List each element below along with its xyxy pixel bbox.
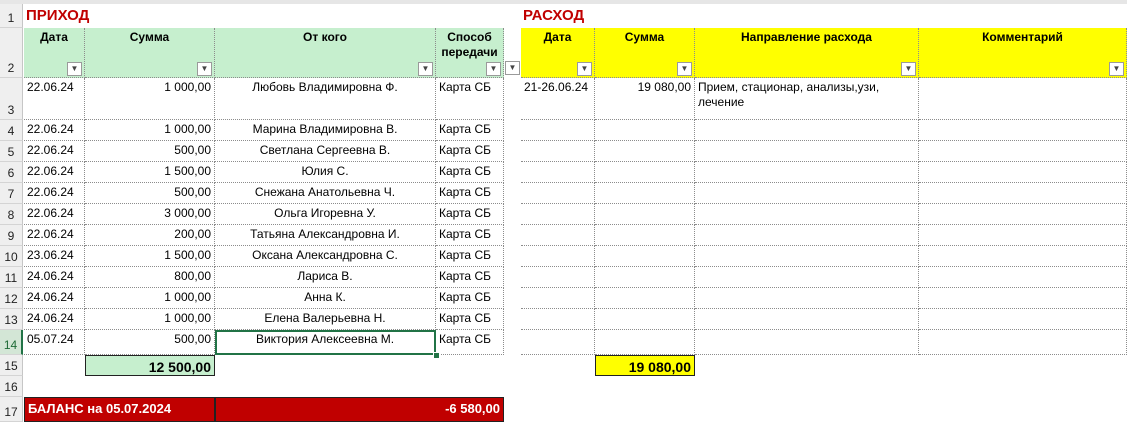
expense-cell-direction[interactable]: [695, 162, 919, 183]
expense-cell-comment[interactable]: [919, 78, 1127, 120]
expense-cell-amount[interactable]: 19 080,00: [595, 78, 695, 120]
income-total: 12 500,00: [85, 355, 215, 376]
expense-cell-amount[interactable]: [595, 225, 695, 246]
expense-cell-date[interactable]: [521, 120, 595, 141]
income-cell-date[interactable]: 22.06.24: [24, 120, 85, 141]
income-cell-method[interactable]: Карта СБ: [436, 330, 504, 355]
income-cell-from[interactable]: Виктория Алексеевна М.: [215, 330, 436, 355]
income-cell-amount[interactable]: 200,00: [85, 225, 215, 246]
row-header-15[interactable]: 15: [0, 355, 23, 376]
expense-total: 19 080,00: [595, 355, 695, 376]
filter-dropdown-icon[interactable]: ▼: [577, 62, 592, 76]
expense-cell-direction[interactable]: [695, 246, 919, 267]
expense-cell-comment[interactable]: [919, 330, 1127, 355]
expense-title: РАСХОД: [523, 7, 585, 24]
income-title: ПРИХОД: [26, 7, 90, 24]
income-cell-amount[interactable]: 3 000,00: [85, 204, 215, 225]
expense-cell-date[interactable]: [521, 309, 595, 330]
expense-cell-comment[interactable]: [919, 267, 1127, 288]
income-cell-date[interactable]: 23.06.24: [24, 246, 85, 267]
income-cell-method[interactable]: Карта СБ: [436, 204, 504, 225]
expense-cell-direction[interactable]: [695, 204, 919, 225]
expense-cell-comment[interactable]: [919, 246, 1127, 267]
filter-dropdown-icon[interactable]: ▼: [505, 61, 520, 75]
expense-header-amount[interactable]: Сумма ▼: [595, 28, 695, 78]
income-cell-date[interactable]: 24.06.24: [24, 267, 85, 288]
income-cell-amount[interactable]: 500,00: [85, 183, 215, 204]
income-cell-method[interactable]: Карта СБ: [436, 267, 504, 288]
income-cell-from[interactable]: Любовь Владимировна Ф.: [215, 78, 436, 120]
row-header-10[interactable]: 10: [0, 246, 23, 267]
expense-cell-comment[interactable]: [919, 141, 1127, 162]
income-cell-from[interactable]: Светлана Сергеевна В.: [215, 141, 436, 162]
expense-cell-comment[interactable]: [919, 183, 1127, 204]
income-cell-method[interactable]: Карта СБ: [436, 120, 504, 141]
income-cell-amount[interactable]: 1 000,00: [85, 78, 215, 120]
row-header-16[interactable]: 16: [0, 376, 23, 397]
expense-cell-direction[interactable]: [695, 120, 919, 141]
expense-cell-comment[interactable]: [919, 225, 1127, 246]
income-cell-amount[interactable]: 500,00: [85, 330, 215, 355]
row-header-7[interactable]: 7: [0, 183, 23, 204]
expense-header-comment[interactable]: Комментарий ▼: [919, 28, 1127, 78]
row-header-14[interactable]: 14: [0, 330, 23, 355]
expense-cell-direction[interactable]: [695, 225, 919, 246]
expense-cell-comment[interactable]: [919, 309, 1127, 330]
income-cell-from[interactable]: Елена Валерьевна Н.: [215, 309, 436, 330]
income-cell-from[interactable]: Оксана Александровна С.: [215, 246, 436, 267]
expense-cell-date[interactable]: [521, 162, 595, 183]
expense-cell-direction[interactable]: [695, 141, 919, 162]
balance-label: БАЛАНС на 05.07.2024: [24, 397, 215, 422]
expense-cell-amount[interactable]: [595, 141, 695, 162]
income-cell-date[interactable]: 22.06.24: [24, 162, 85, 183]
income-cell-from[interactable]: Анна К.: [215, 288, 436, 309]
income-header-date[interactable]: Дата ▼: [24, 28, 85, 78]
income-cell-date[interactable]: 05.07.24: [24, 330, 85, 355]
income-cell-from[interactable]: Ольга Игоревна У.: [215, 204, 436, 225]
income-cell-date[interactable]: 22.06.24: [24, 141, 85, 162]
filter-dropdown-icon[interactable]: ▼: [418, 62, 433, 76]
expense-cell-amount[interactable]: [595, 309, 695, 330]
filter-dropdown-icon[interactable]: ▼: [486, 62, 501, 76]
selection-fill-handle[interactable]: [433, 352, 440, 359]
expense-cell-amount[interactable]: [595, 288, 695, 309]
income-cell-from[interactable]: Татьяна Александровна И.: [215, 225, 436, 246]
expense-header-direction[interactable]: Направление расхода ▼: [695, 28, 919, 78]
expense-cell-comment[interactable]: [919, 204, 1127, 225]
balance-value: -6 580,00: [215, 397, 504, 422]
income-header-method[interactable]: Способ передачи ▼: [436, 28, 504, 78]
row-header-13[interactable]: 13: [0, 309, 23, 330]
expense-cell-direction[interactable]: [695, 330, 919, 355]
row-header-9[interactable]: 9: [0, 225, 23, 246]
income-cell-method[interactable]: Карта СБ: [436, 183, 504, 204]
filter-dropdown-icon[interactable]: ▼: [1109, 62, 1124, 76]
expense-cell-direction[interactable]: Прием, стационар, анализы,узи, лечение: [695, 78, 919, 120]
row-header-11[interactable]: 11: [0, 267, 23, 288]
expense-cell-comment[interactable]: [919, 162, 1127, 183]
row-header-3[interactable]: 3: [0, 78, 23, 120]
filter-dropdown-icon[interactable]: ▼: [901, 62, 916, 76]
row-header-6[interactable]: 6: [0, 162, 23, 183]
income-cell-amount[interactable]: 1 500,00: [85, 246, 215, 267]
income-cell-method[interactable]: Карта СБ: [436, 288, 504, 309]
expense-cell-date[interactable]: [521, 204, 595, 225]
income-cell-from[interactable]: Юлия С.: [215, 162, 436, 183]
income-cell-from[interactable]: Лариса В.: [215, 267, 436, 288]
expense-cell-direction[interactable]: [695, 267, 919, 288]
expense-cell-date[interactable]: 21-26.06.24: [521, 78, 595, 120]
income-cell-from[interactable]: Марина Владимировна В.: [215, 120, 436, 141]
row-header-5[interactable]: 5: [0, 141, 23, 162]
expense-header-date[interactable]: Дата ▼: [521, 28, 595, 78]
income-header-from[interactable]: От кого ▼: [215, 28, 436, 78]
expense-cell-amount[interactable]: [595, 162, 695, 183]
income-cell-date[interactable]: 22.06.24: [24, 225, 85, 246]
filter-dropdown-icon[interactable]: ▼: [197, 62, 212, 76]
expense-cell-direction[interactable]: [695, 183, 919, 204]
expense-cell-amount[interactable]: [595, 246, 695, 267]
row-header-12[interactable]: 12: [0, 288, 23, 309]
expense-cell-date[interactable]: [521, 246, 595, 267]
income-cell-amount[interactable]: 1 500,00: [85, 162, 215, 183]
income-cell-amount[interactable]: 500,00: [85, 141, 215, 162]
income-cell-amount[interactable]: 800,00: [85, 267, 215, 288]
income-cell-method[interactable]: Карта СБ: [436, 225, 504, 246]
expense-cell-comment[interactable]: [919, 288, 1127, 309]
income-cell-method[interactable]: Карта СБ: [436, 246, 504, 267]
row-header-17[interactable]: 17: [0, 397, 23, 422]
income-cell-date[interactable]: 22.06.24: [24, 183, 85, 204]
expense-cell-amount[interactable]: [595, 204, 695, 225]
expense-cell-amount[interactable]: [595, 183, 695, 204]
row-header-1[interactable]: 1: [0, 4, 23, 28]
income-cell-date[interactable]: 24.06.24: [24, 309, 85, 330]
expense-cell-date[interactable]: [521, 330, 595, 355]
expense-cell-comment[interactable]: [919, 120, 1127, 141]
income-cell-from[interactable]: Снежана Анатольевна Ч.: [215, 183, 436, 204]
expense-cell-date[interactable]: [521, 141, 595, 162]
expense-cell-date[interactable]: [521, 288, 595, 309]
income-cell-date[interactable]: 24.06.24: [24, 288, 85, 309]
expense-cell-direction[interactable]: [695, 309, 919, 330]
expense-cell-amount[interactable]: [595, 330, 695, 355]
filter-dropdown-icon[interactable]: ▼: [677, 62, 692, 76]
income-cell-date[interactable]: 22.06.24: [24, 204, 85, 225]
income-cell-date[interactable]: 22.06.24: [24, 78, 85, 120]
income-cell-method[interactable]: Карта СБ: [436, 162, 504, 183]
income-cell-method[interactable]: Карта СБ: [436, 141, 504, 162]
income-header-amount[interactable]: Сумма ▼: [85, 28, 215, 78]
expense-cell-amount[interactable]: [595, 120, 695, 141]
filter-dropdown-icon[interactable]: ▼: [67, 62, 82, 76]
income-cell-amount[interactable]: 1 000,00: [85, 288, 215, 309]
income-cell-method[interactable]: Карта СБ: [436, 78, 504, 120]
income-cell-method[interactable]: Карта СБ: [436, 309, 504, 330]
row-header-4[interactable]: 4: [0, 120, 23, 141]
income-cell-amount[interactable]: 1 000,00: [85, 120, 215, 141]
income-cell-amount[interactable]: 1 000,00: [85, 309, 215, 330]
row-header-8[interactable]: 8: [0, 204, 23, 225]
expense-cell-amount[interactable]: [595, 267, 695, 288]
expense-cell-date[interactable]: [521, 267, 595, 288]
expense-cell-date[interactable]: [521, 183, 595, 204]
expense-cell-date[interactable]: [521, 225, 595, 246]
row-header-2[interactable]: 2: [0, 28, 23, 78]
expense-cell-direction[interactable]: [695, 288, 919, 309]
